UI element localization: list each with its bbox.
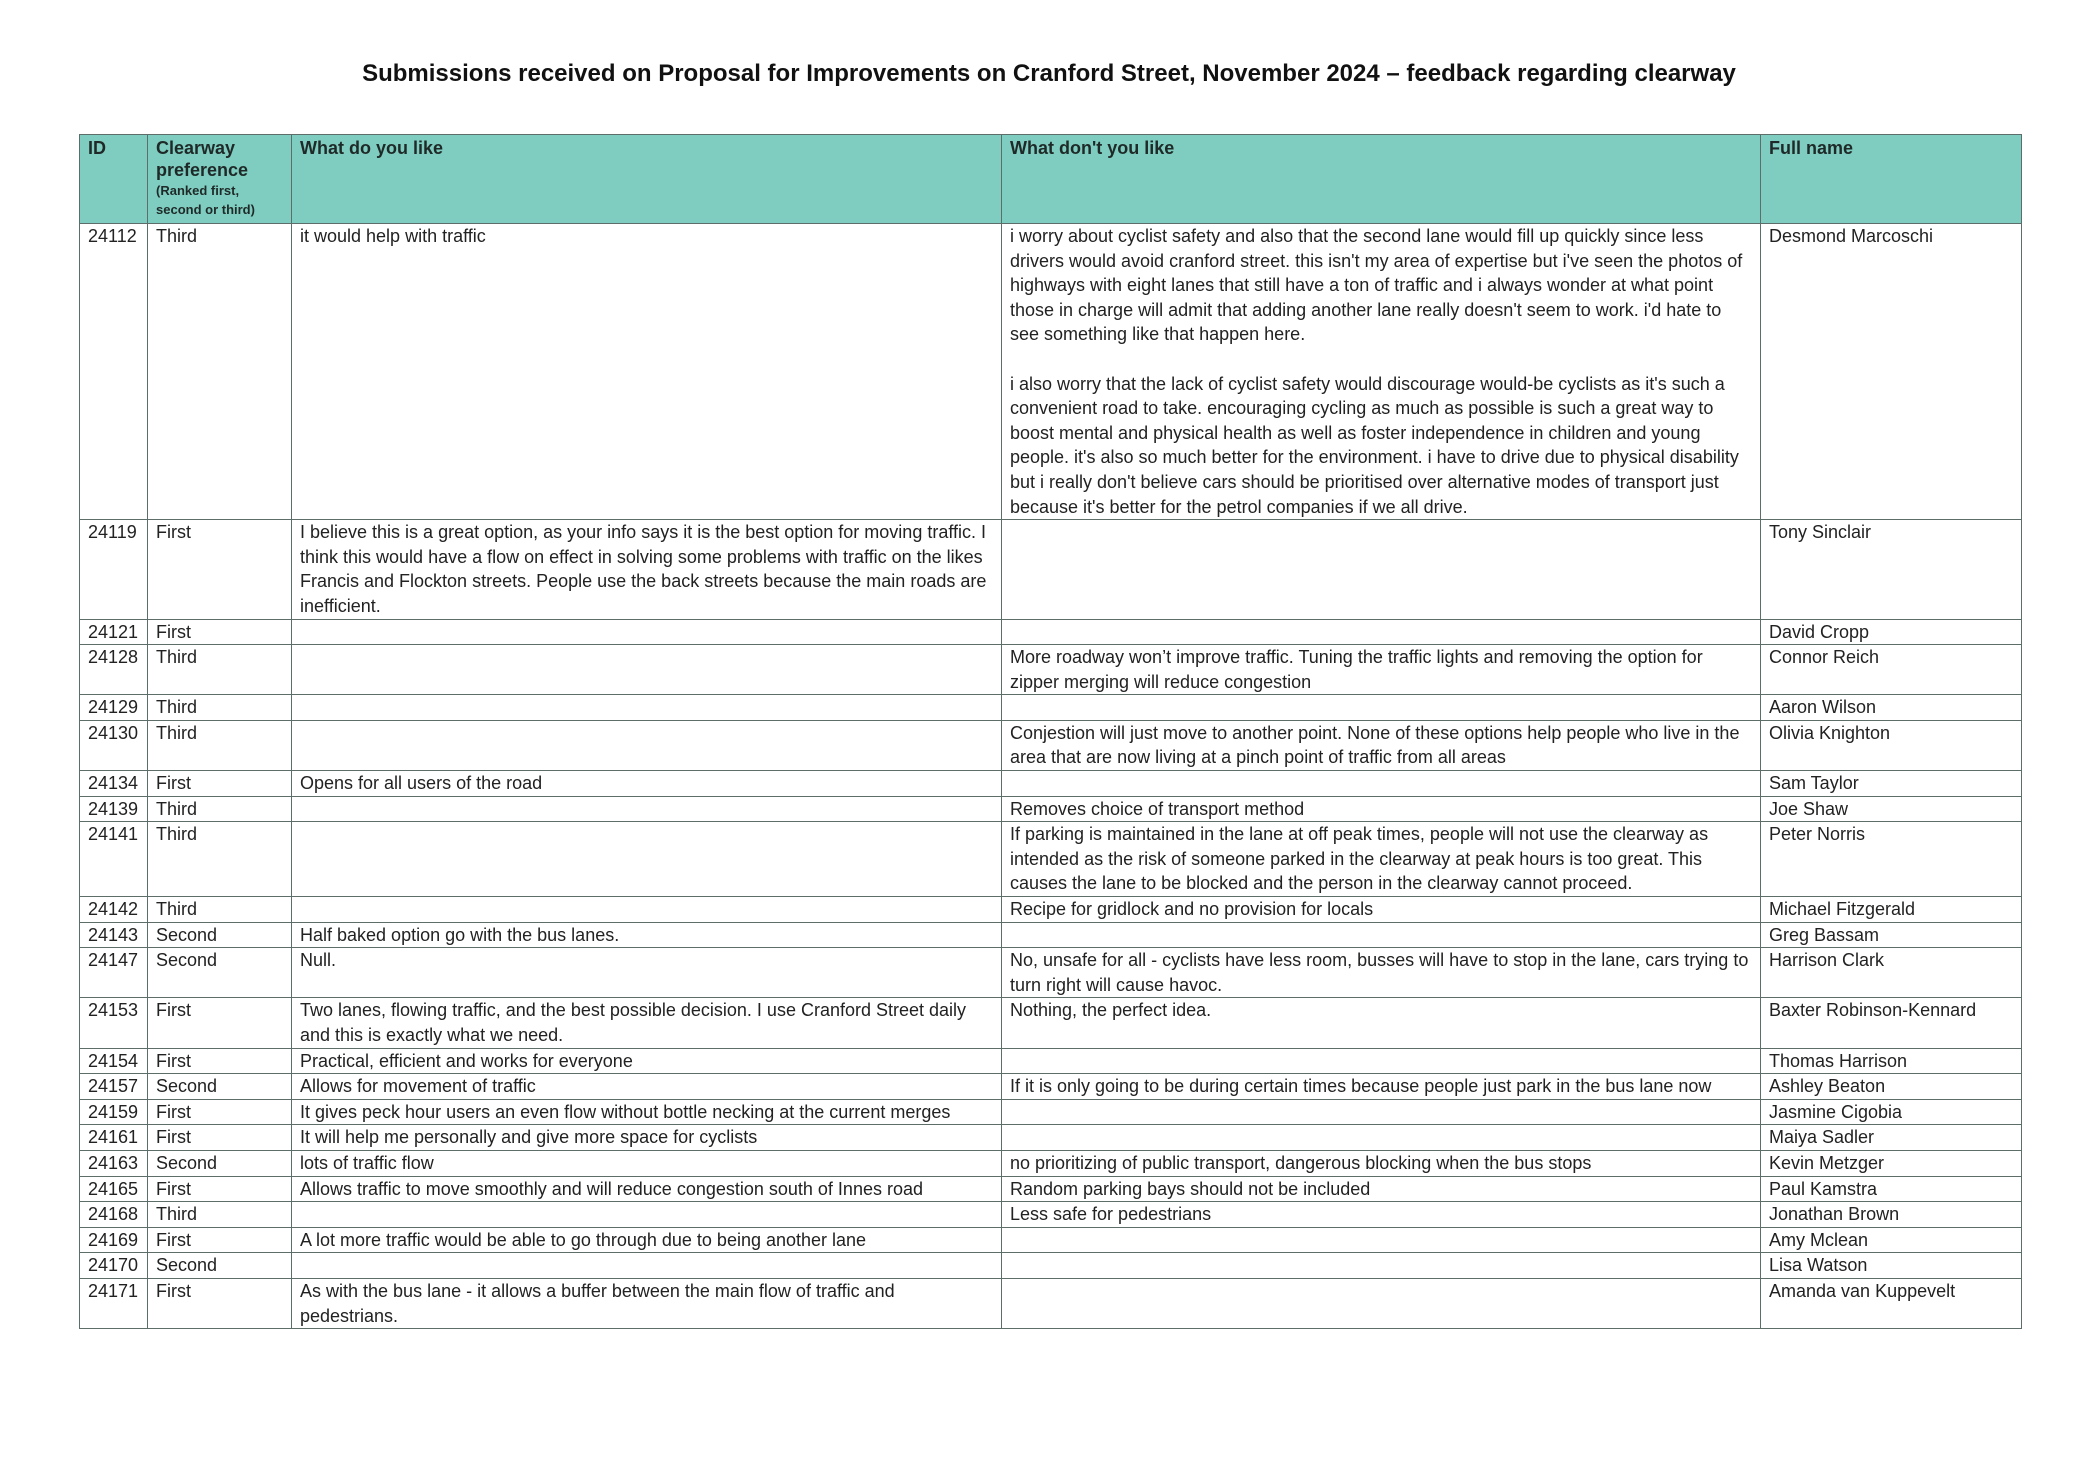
cell-dislike: [1002, 1227, 1761, 1253]
cell-preference: First: [148, 1099, 292, 1125]
cell-preference: First: [148, 520, 292, 619]
cell-id: 24154: [80, 1048, 148, 1074]
cell-preference: First: [148, 619, 292, 645]
cell-full-name: David Cropp: [1761, 619, 2022, 645]
cell-id: 24169: [80, 1227, 148, 1253]
cell-like: it would help with traffic: [292, 224, 1002, 520]
table-row: [80, 1278, 2022, 1328]
cell-id: 24157: [80, 1074, 148, 1100]
table-row: [80, 1099, 2022, 1125]
cell-preference: Third: [148, 720, 292, 770]
cell-like: Null.: [292, 948, 1002, 998]
cell-dislike: Conjestion will just move to another point. None of these options help people who live in the area that are now living at a pinch point of traffic from all areas: [1002, 720, 1761, 770]
cell-dislike: Less safe for pedestrians: [1002, 1202, 1761, 1228]
cell-full-name: Amanda van Kuppevelt: [1761, 1278, 2022, 1328]
cell-full-name: Kevin Metzger: [1761, 1150, 2022, 1176]
cell-full-name: Lisa Watson: [1761, 1253, 2022, 1279]
cell-like: I believe this is a great option, as your info says it is the best option for moving traffic. I think this would have a flow on effect in solving some problems with traffic on the likes Francis and Flockton streets. People use the back streets because the main roads are inefficient.: [292, 520, 1002, 619]
table-row: [80, 771, 2022, 797]
cell-full-name: Ashley Beaton: [1761, 1074, 2022, 1100]
cell-id: 24112: [80, 224, 148, 520]
cell-preference: Second: [148, 1150, 292, 1176]
column-header-preference-label: Clearway preference: [156, 138, 249, 180]
cell-dislike: No, unsafe for all - cyclists have less room, busses will have to stop in the lane, cars trying to turn right will cause havoc.: [1002, 948, 1761, 998]
cell-preference: First: [148, 1048, 292, 1074]
table-header-row: [80, 135, 2022, 224]
cell-id: 24139: [80, 796, 148, 822]
table-row: [80, 224, 2022, 520]
cell-dislike: [1002, 1278, 1761, 1328]
column-header-dislike: What don't you like: [1002, 135, 1761, 224]
cell-dislike: no prioritizing of public transport, dangerous blocking when the bus stops: [1002, 1150, 1761, 1176]
cell-full-name: Paul Kamstra: [1761, 1176, 2022, 1202]
table-row: [80, 1150, 2022, 1176]
cell-preference: Third: [148, 822, 292, 897]
table-row: [80, 1048, 2022, 1074]
submissions-table: [79, 134, 2022, 1329]
column-header-preference-note: (Ranked first, second or third): [156, 183, 255, 217]
cell-dislike: [1002, 1125, 1761, 1151]
table-row: [80, 695, 2022, 721]
cell-like: A lot more traffic would be able to go through due to being another lane: [292, 1227, 1002, 1253]
cell-dislike: Recipe for gridlock and no provision for locals: [1002, 897, 1761, 923]
cell-id: 24161: [80, 1125, 148, 1151]
table-row: [80, 948, 2022, 998]
cell-id: 24130: [80, 720, 148, 770]
cell-dislike: Removes choice of transport method: [1002, 796, 1761, 822]
cell-preference: Third: [148, 695, 292, 721]
cell-like: As with the bus lane - it allows a buffer between the main flow of traffic and pedestrians.: [292, 1278, 1002, 1328]
table-row: [80, 720, 2022, 770]
cell-like: [292, 695, 1002, 721]
cell-dislike: [1002, 771, 1761, 797]
cell-id: 24143: [80, 922, 148, 948]
cell-full-name: Joe Shaw: [1761, 796, 2022, 822]
cell-dislike: [1002, 1099, 1761, 1125]
cell-id: 24128: [80, 645, 148, 695]
cell-dislike: [1002, 619, 1761, 645]
cell-like: [292, 897, 1002, 923]
cell-dislike: [1002, 1253, 1761, 1279]
table-row: [80, 1125, 2022, 1151]
cell-like: [292, 645, 1002, 695]
cell-full-name: Jonathan Brown: [1761, 1202, 2022, 1228]
column-header-preference: [148, 135, 292, 224]
column-header-name: Full name: [1761, 135, 2022, 224]
cell-full-name: Desmond Marcoschi: [1761, 224, 2022, 520]
cell-full-name: Harrison Clark: [1761, 948, 2022, 998]
cell-like: Opens for all users of the road: [292, 771, 1002, 797]
table-row: [80, 645, 2022, 695]
cell-like: Allows traffic to move smoothly and will reduce congestion south of Innes road: [292, 1176, 1002, 1202]
cell-like: [292, 822, 1002, 897]
cell-id: 24119: [80, 520, 148, 619]
table-row: [80, 1074, 2022, 1100]
table-row: [80, 1253, 2022, 1279]
cell-preference: First: [148, 771, 292, 797]
table-row: [80, 1176, 2022, 1202]
cell-like: [292, 619, 1002, 645]
table-row: [80, 1227, 2022, 1253]
cell-preference: Third: [148, 897, 292, 923]
column-header-id: ID: [80, 135, 148, 224]
cell-preference: First: [148, 1125, 292, 1151]
cell-id: 24153: [80, 998, 148, 1048]
table-row: [80, 619, 2022, 645]
cell-dislike: Random parking bays should not be included: [1002, 1176, 1761, 1202]
cell-like: [292, 720, 1002, 770]
cell-dislike: [1002, 520, 1761, 619]
cell-full-name: Tony Sinclair: [1761, 520, 2022, 619]
cell-full-name: Thomas Harrison: [1761, 1048, 2022, 1074]
cell-preference: First: [148, 1227, 292, 1253]
cell-id: 24168: [80, 1202, 148, 1228]
cell-dislike: Nothing, the perfect idea.: [1002, 998, 1761, 1048]
table-row: [80, 897, 2022, 923]
cell-id: 24159: [80, 1099, 148, 1125]
cell-dislike: [1002, 695, 1761, 721]
cell-like: [292, 1253, 1002, 1279]
cell-full-name: Connor Reich: [1761, 645, 2022, 695]
cell-like: It will help me personally and give more space for cyclists: [292, 1125, 1002, 1151]
cell-id: 24142: [80, 897, 148, 923]
table-row: [80, 922, 2022, 948]
cell-dislike: [1002, 1048, 1761, 1074]
cell-like: Half baked option go with the bus lanes.: [292, 922, 1002, 948]
cell-full-name: Sam Taylor: [1761, 771, 2022, 797]
cell-id: 24129: [80, 695, 148, 721]
table-row: [80, 1202, 2022, 1228]
cell-dislike: If it is only going to be during certain times because people just park in the bus lane now: [1002, 1074, 1761, 1100]
cell-preference: Third: [148, 796, 292, 822]
cell-full-name: Baxter Robinson-Kennard: [1761, 998, 2022, 1048]
cell-id: 24165: [80, 1176, 148, 1202]
cell-id: 24141: [80, 822, 148, 897]
cell-full-name: Amy Mclean: [1761, 1227, 2022, 1253]
table-row: [80, 520, 2022, 619]
cell-preference: Second: [148, 1253, 292, 1279]
column-header-like: What do you like: [292, 135, 1002, 224]
cell-like: Allows for movement of traffic: [292, 1074, 1002, 1100]
cell-id: 24147: [80, 948, 148, 998]
cell-full-name: Maiya Sadler: [1761, 1125, 2022, 1151]
cell-dislike: More roadway won’t improve traffic. Tuning the traffic lights and removing the option for zipper merging will reduce congestion: [1002, 645, 1761, 695]
cell-full-name: Greg Bassam: [1761, 922, 2022, 948]
cell-dislike: If parking is maintained in the lane at off peak times, people will not use the clearway as intended as the risk of someone parked in the clearway at peak hours is too great. This causes the lane to be blocked and the person in the clearway cannot proceed.: [1002, 822, 1761, 897]
cell-preference: Second: [148, 922, 292, 948]
cell-id: 24163: [80, 1150, 148, 1176]
cell-like: lots of traffic flow: [292, 1150, 1002, 1176]
cell-id: 24170: [80, 1253, 148, 1279]
cell-preference: First: [148, 1176, 292, 1202]
cell-full-name: Michael Fitzgerald: [1761, 897, 2022, 923]
cell-like: Two lanes, flowing traffic, and the best possible decision. I use Cranford Street daily and this is exactly what we need.: [292, 998, 1002, 1048]
cell-full-name: Peter Norris: [1761, 822, 2022, 897]
cell-preference: First: [148, 1278, 292, 1328]
document-title: Submissions received on Proposal for Improvements on Cranford Street, November 2024 – feedback regarding clearway: [362, 60, 1736, 87]
cell-preference: Second: [148, 948, 292, 998]
table-row: [80, 998, 2022, 1048]
cell-full-name: Aaron Wilson: [1761, 695, 2022, 721]
cell-preference: Third: [148, 224, 292, 520]
cell-like: It gives peck hour users an even flow without bottle necking at the current merges: [292, 1099, 1002, 1125]
cell-like: [292, 1202, 1002, 1228]
cell-dislike: i worry about cyclist safety and also that the second lane would fill up quickly since less drivers would avoid cranford street. this isn't my area of expertise but i've seen the photos of highways with eight lanes that still have a ton of traffic and i always wonder at what point those in charge will admit that adding another lane really doesn't seem to work. i'd hate to see something like that happen here. i also worry that the lack of cyclist safety would discourage would-be cyclists as it's such a convenient road to take. encouraging cycling as much as possible is such a great way to boost mental and physical health as well as foster independence in children and young people. it's also so much better for the environment. i have to drive due to physical disability but i really don't believe cars should be prioritised over alternative modes of transport just because it's better for the petrol companies if we all drive.: [1002, 224, 1761, 520]
table-row: [80, 796, 2022, 822]
table-row: [80, 822, 2022, 897]
cell-full-name: Olivia Knighton: [1761, 720, 2022, 770]
cell-like: Practical, efficient and works for everyone: [292, 1048, 1002, 1074]
cell-preference: Third: [148, 645, 292, 695]
cell-id: 24134: [80, 771, 148, 797]
cell-id: 24171: [80, 1278, 148, 1328]
cell-preference: First: [148, 998, 292, 1048]
cell-preference: Third: [148, 1202, 292, 1228]
cell-dislike: [1002, 922, 1761, 948]
table-body: [80, 224, 2022, 1329]
cell-like: [292, 796, 1002, 822]
cell-full-name: Jasmine Cigobia: [1761, 1099, 2022, 1125]
cell-preference: Second: [148, 1074, 292, 1100]
cell-id: 24121: [80, 619, 148, 645]
